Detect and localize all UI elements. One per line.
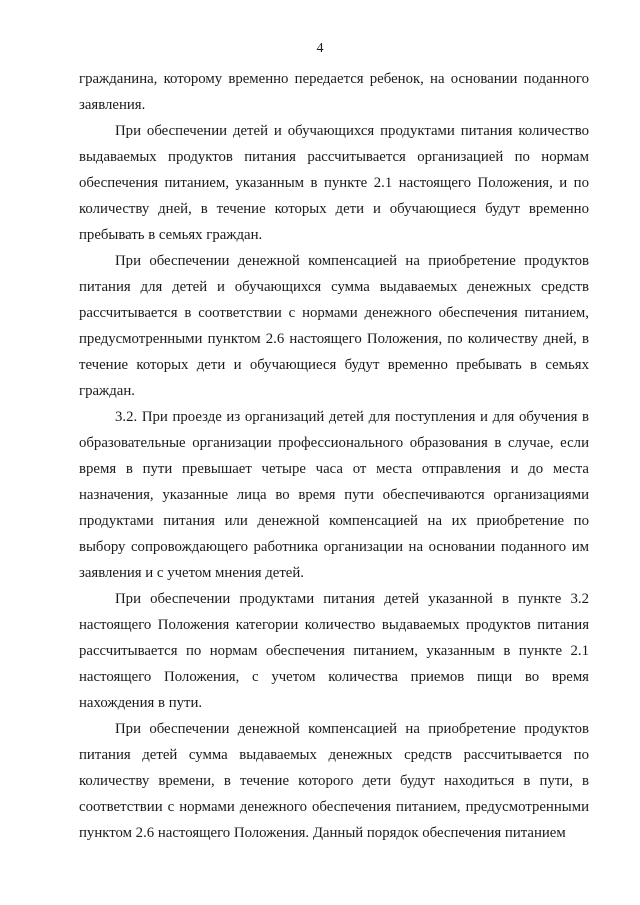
paragraph-1: гражданина, которому временно передается ребенок, на основании поданного заявления. [79,71,589,113]
paragraph-4: 3.2. При проезде из организаций детей для поступления и для обучения в образовательные организации профессионального образования в случае, если время в пути превышает четыре часа от места отправления и до места назначения, указанные лица во время пути обеспечиваются организациями продуктами питания или денежной компенсацией на их приобретение по выбору сопровождающего работника организации на основании поданного им заявления и с учетом мнения детей. [79,409,589,581]
paragraph-6: При обеспечении денежной компенсацией на приобретение продуктов питания детей сумма выдаваемых денежных средств рассчитывается по количеству времени, в течение которого дети будут находиться в пути, в соответствии с нормами денежного обеспечения питанием, предусмотренными пунктом 2.6 настоящего Положения. Данный порядок обеспечения питанием [79,721,589,841]
paragraph-3: При обеспечении денежной компенсацией на приобретение продуктов питания для детей и обучающихся сумма выдаваемых денежных средств рассчитывается в соответствии с нормами денежного обеспечения питанием, предусмотренными пунктом 2.6 настоящего Положения, по количеству дней, в течение которых дети и обучающиеся будут временно пребывать в семьях граждан. [79,253,589,399]
paragraph-2: При обеспечении детей и обучающихся продуктами питания количество выдаваемых продуктов питания рассчитывается организацией по нормам обеспечения питанием, указанным в пункте 2.1 настоящего Положения, и по количеству дней, в течение которых дети и обучающиеся будут временно пребывать в семьях граждан. [79,123,589,243]
document-body [79,66,589,846]
page-number: 4 [316,41,324,56]
paragraph-5: При обеспечении продуктами питания детей указанной в пункте 3.2 настоящего Положения категории количество выдаваемых продуктов питания рассчитывается по нормам обеспечения питанием, указанным в пункте 2.1 настоящего Положения, с учетом количества приемов пищи во время нахождения в пути. [79,591,589,711]
